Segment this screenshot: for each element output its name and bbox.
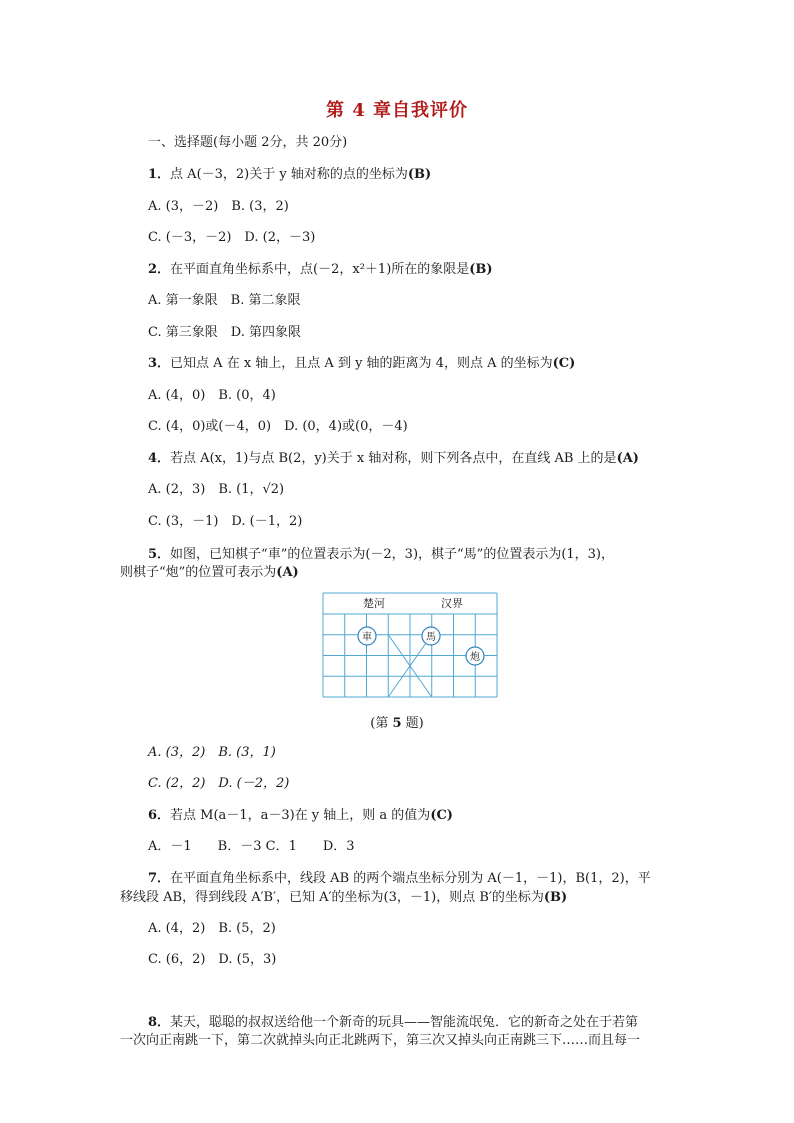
q5-options-row-1: A. (3，2) B. (3，1) — [148, 745, 276, 760]
q1-options-row-1: A. (3，－2) B. (3，2) — [148, 199, 289, 214]
q2-options-row-2: C. 第三象限 D. 第四象限 — [148, 325, 301, 340]
question-number: 8． — [148, 1015, 171, 1030]
q1-options-row-2: C. (－3，－2) D. (2，－3) — [148, 230, 316, 245]
question-5-continued — [120, 564, 299, 582]
answer: (A) — [616, 451, 639, 466]
answer: (B) — [543, 890, 568, 905]
chess-board-svg — [322, 592, 498, 698]
question-7-continued — [120, 889, 567, 907]
piece-che-label: 車 — [362, 632, 372, 643]
piece-che — [358, 627, 376, 645]
piece-pao-label: 炮 — [470, 652, 480, 663]
question-number: 2． — [148, 262, 171, 277]
question-text: 在平面直角坐标系中，点(－2，x²＋1)所在的象限是 — [170, 262, 470, 277]
question-number: 6． — [148, 808, 171, 823]
question-text: 若点 M(a－1，a－3)在 y 轴上，则 a 的值为 — [170, 808, 431, 823]
question-text: 已知点 A 在 x 轴上，且点 A 到 y 轴的距离为 4，则点 A 的坐标为 — [170, 356, 553, 371]
question-number: 4． — [148, 451, 171, 466]
question-text-line-2: 则棋子“炮”的位置可表示为 — [120, 565, 277, 580]
q5-options-row-2: C. (2，2) D. (－2，2) — [148, 776, 290, 791]
q4-options-row-1: A. (2，3) B. (1，√2) — [148, 482, 285, 497]
q3-options-row-2: C. (4，0)或(－4，0) D. (0，4)或(0，－4) — [148, 419, 408, 434]
piece-pao — [466, 647, 484, 665]
caption-suffix: 题) — [401, 716, 424, 731]
caption-prefix: (第 — [370, 716, 393, 731]
question-number: 5． — [148, 547, 171, 562]
question-number: 3． — [148, 356, 171, 371]
question-text-line-1: 如图，已知棋子“車”的位置表示为(－2，3)，棋子“馬”的位置表示为(1，3)， — [170, 547, 615, 562]
river-label-right: 汉界 — [441, 597, 463, 610]
question-8 — [148, 1014, 638, 1032]
answer: (C) — [430, 808, 453, 823]
q6-options-row: A．－1 B．－3 C．1 D．3 — [148, 839, 355, 854]
chess-board-figure — [322, 592, 498, 698]
answer: (B) — [469, 262, 493, 277]
question-text-line-1: 某天，聪聪的叔叔送给他一个新奇的玩具——智能流氓兔．它的新奇之处在于若第 — [170, 1015, 639, 1030]
answer: (A) — [276, 565, 299, 580]
question-8-continued: 一次向正南跳一下，第二次就掉头向正北跳两下，第三次又掉头向正南跳三下……而且每一 — [120, 1033, 641, 1048]
question-text-line-1: 在平面直角坐标系中，线段 AB 的两个端点坐标分别为 A(－1，－1)，B(1，2)，平 — [170, 871, 651, 886]
question-6 — [148, 807, 453, 825]
question-7 — [148, 870, 651, 888]
q3-options-row-1: A. (4，0) B. (0，4) — [148, 388, 276, 403]
question-text: 点 A(－3，2)关于 y 轴对称的点的坐标为 — [170, 167, 408, 182]
question-number: 1． — [148, 167, 171, 182]
q7-options-row-1: A. (4，2) B. (5，2) — [148, 921, 276, 936]
figure-caption — [0, 712, 794, 731]
question-5 — [148, 546, 614, 564]
caption-number: 5 — [392, 716, 402, 731]
question-2 — [148, 261, 493, 279]
question-text: 若点 A(x，1)与点 B(2，y)关于 x 轴对称，则下列各点中，在直线 AB 上的是 — [170, 451, 617, 466]
q4-options-row-2: C. (3，－1) D. (－1，2) — [148, 514, 303, 529]
answer: (B) — [407, 167, 432, 182]
piece-ma — [422, 627, 440, 645]
q2-options-row-1: A. 第一象限 B. 第二象限 — [148, 293, 301, 308]
piece-ma-label: 馬 — [426, 632, 436, 643]
board-grid — [323, 593, 497, 697]
q7-options-row-2: C. (6，2) D. (5，3) — [148, 952, 277, 967]
question-1 — [148, 166, 431, 184]
question-number: 7． — [148, 871, 171, 886]
question-4 — [148, 450, 639, 468]
answer: (C) — [552, 356, 576, 371]
question-text-line-2: 移线段 AB，得到线段 A′B′，已知 A′的坐标为(3，－1)，则点 B′的坐标为 — [120, 890, 544, 905]
page-title: 第 4 章自我评价 — [325, 100, 469, 121]
section-heading: 一、选择题(每小题 2分，共 20分) — [148, 135, 348, 150]
question-3 — [148, 355, 575, 373]
river-label-left: 楚河 — [363, 597, 385, 610]
